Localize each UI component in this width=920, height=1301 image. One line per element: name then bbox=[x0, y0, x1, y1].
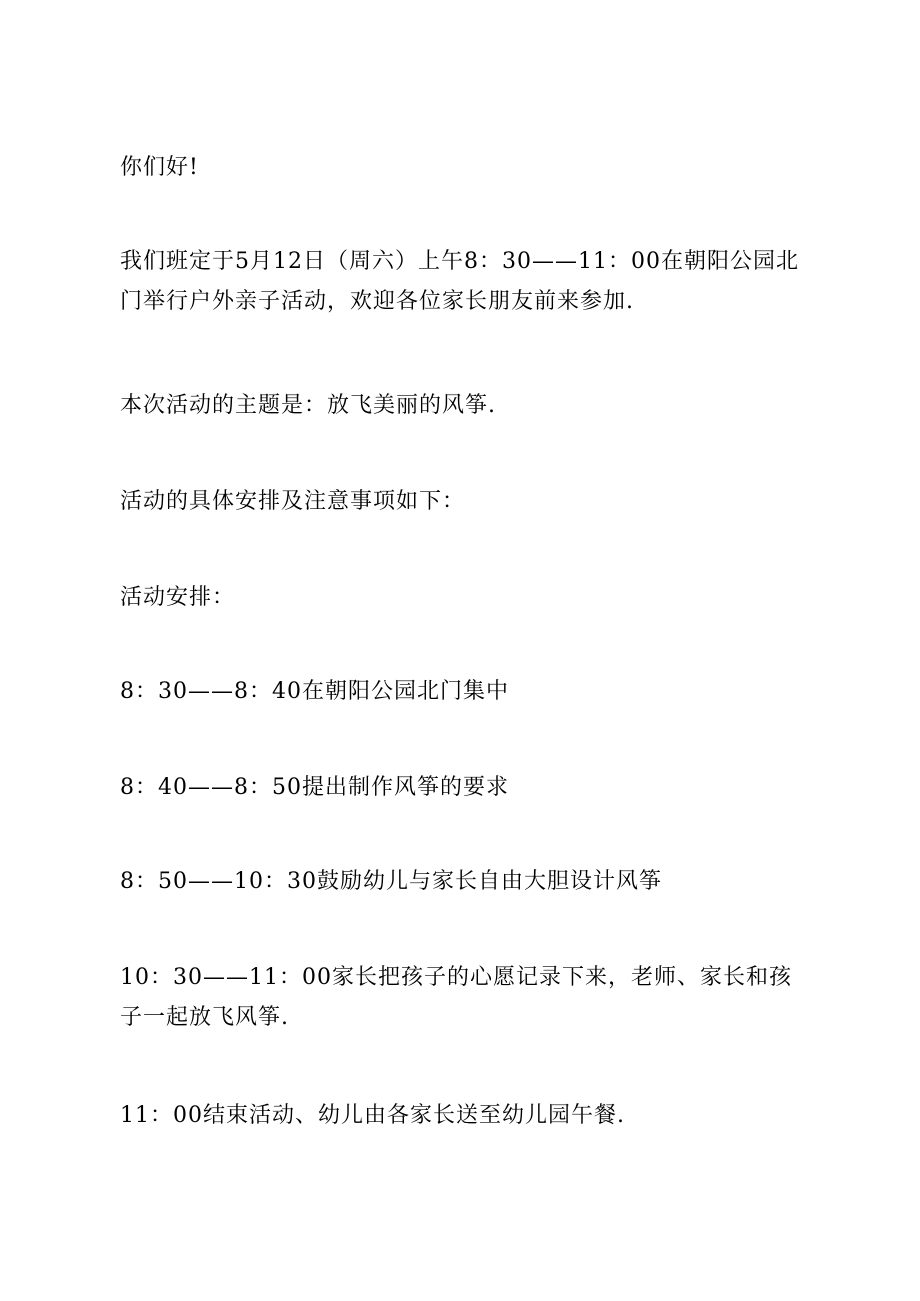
arrangement-intro: 活动的具体安排及注意事项如下： bbox=[120, 489, 466, 514]
schedule-item: 10：30——11：00家长把孩子的心愿记录下来，老师、家长和孩子一起放飞风筝. bbox=[120, 965, 792, 1030]
schedule-item: 8：30——8：40在朝阳公园北门集中 bbox=[120, 679, 509, 704]
event-announcement: 我们班定于5月12日（周六）上午8：30——11：00在朝阳公园北门举行户外亲子活动，欢迎各位家长朋友前来参加. bbox=[120, 249, 799, 314]
event-theme: 本次活动的主题是：放飞美丽的风筝. bbox=[120, 393, 496, 418]
greeting: 你们好! bbox=[120, 155, 199, 180]
schedule-heading: 活动安排： bbox=[120, 585, 236, 610]
schedule-item: 8：50——10：30鼓励幼儿与家长自由大胆设计风筝 bbox=[120, 869, 662, 894]
schedule-item: 8：40——8：50提出制作风筝的要求 bbox=[120, 775, 509, 800]
schedule-item: 11：00结束活动、幼儿由各家长送至幼儿园午餐. bbox=[120, 1103, 625, 1128]
